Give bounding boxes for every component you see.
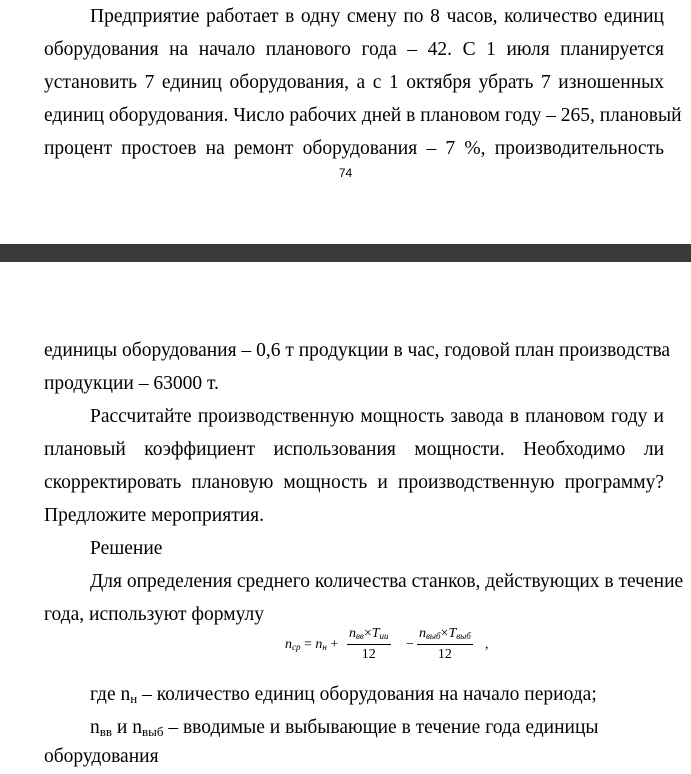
formula xyxy=(285,624,515,668)
formula-fraction-input: $n_{вв}\times T_{ии}$ 12 xyxy=(349,626,389,662)
paragraph-line: единицы оборудования – 0,6 т продукции в час, годовой план производства xyxy=(44,340,671,361)
paragraph-line: установить 7 единиц оборудования, а с 1 октября убрать 7 изношенных xyxy=(44,72,664,93)
page-edge xyxy=(0,225,691,244)
definition-line: $n_{вв}$ и $n_{выб}$ – вводимые и выбывающие в течение года единицы xyxy=(90,717,599,739)
page-gap xyxy=(0,244,691,262)
formula-comma: , xyxy=(485,637,489,652)
formula-fraction-output: $n_{выб}\times T_{выб}$ 12 xyxy=(419,626,471,662)
page-break xyxy=(0,225,691,262)
page-number: 74 xyxy=(338,166,353,180)
paragraph-line: Предложите мероприятия. xyxy=(44,505,264,526)
definition-line: где $n_н$ – количество единиц оборудования на начало периода; xyxy=(90,684,597,706)
paragraph-line: продукции – 63000 т. xyxy=(44,373,219,394)
section-heading: Решение xyxy=(90,538,163,559)
paragraph-line: оборудования на начало планового года – 42. С 1 июля планируется xyxy=(44,39,664,60)
paragraph-line: процент простоев на ремонт оборудования – 7 %, производительность xyxy=(44,138,664,159)
paragraph-line: плановый коэффициент использования мощности. Необходимо ли xyxy=(44,439,664,460)
paragraph-line: года, используют формулу xyxy=(44,604,264,625)
paragraph-line: скорректировать плановую мощность и производственную программу? xyxy=(44,472,664,493)
definition-line: оборудования xyxy=(44,746,159,767)
paragraph-line: единиц оборудования. Число рабочих дней в плановом году – 265, плановый xyxy=(44,105,682,126)
formula-lhs: $n_{ср} = n_н$ + xyxy=(285,637,339,652)
paragraph-line: Предприятие работает в одну смену по 8 часов, количество единиц xyxy=(90,6,664,27)
paragraph-line: Для определения среднего количества станков, действующих в течение xyxy=(90,571,684,592)
formula-minus: − xyxy=(406,637,414,652)
paragraph-line: Рассчитайте производственную мощность завода в плановом году и xyxy=(90,406,664,427)
